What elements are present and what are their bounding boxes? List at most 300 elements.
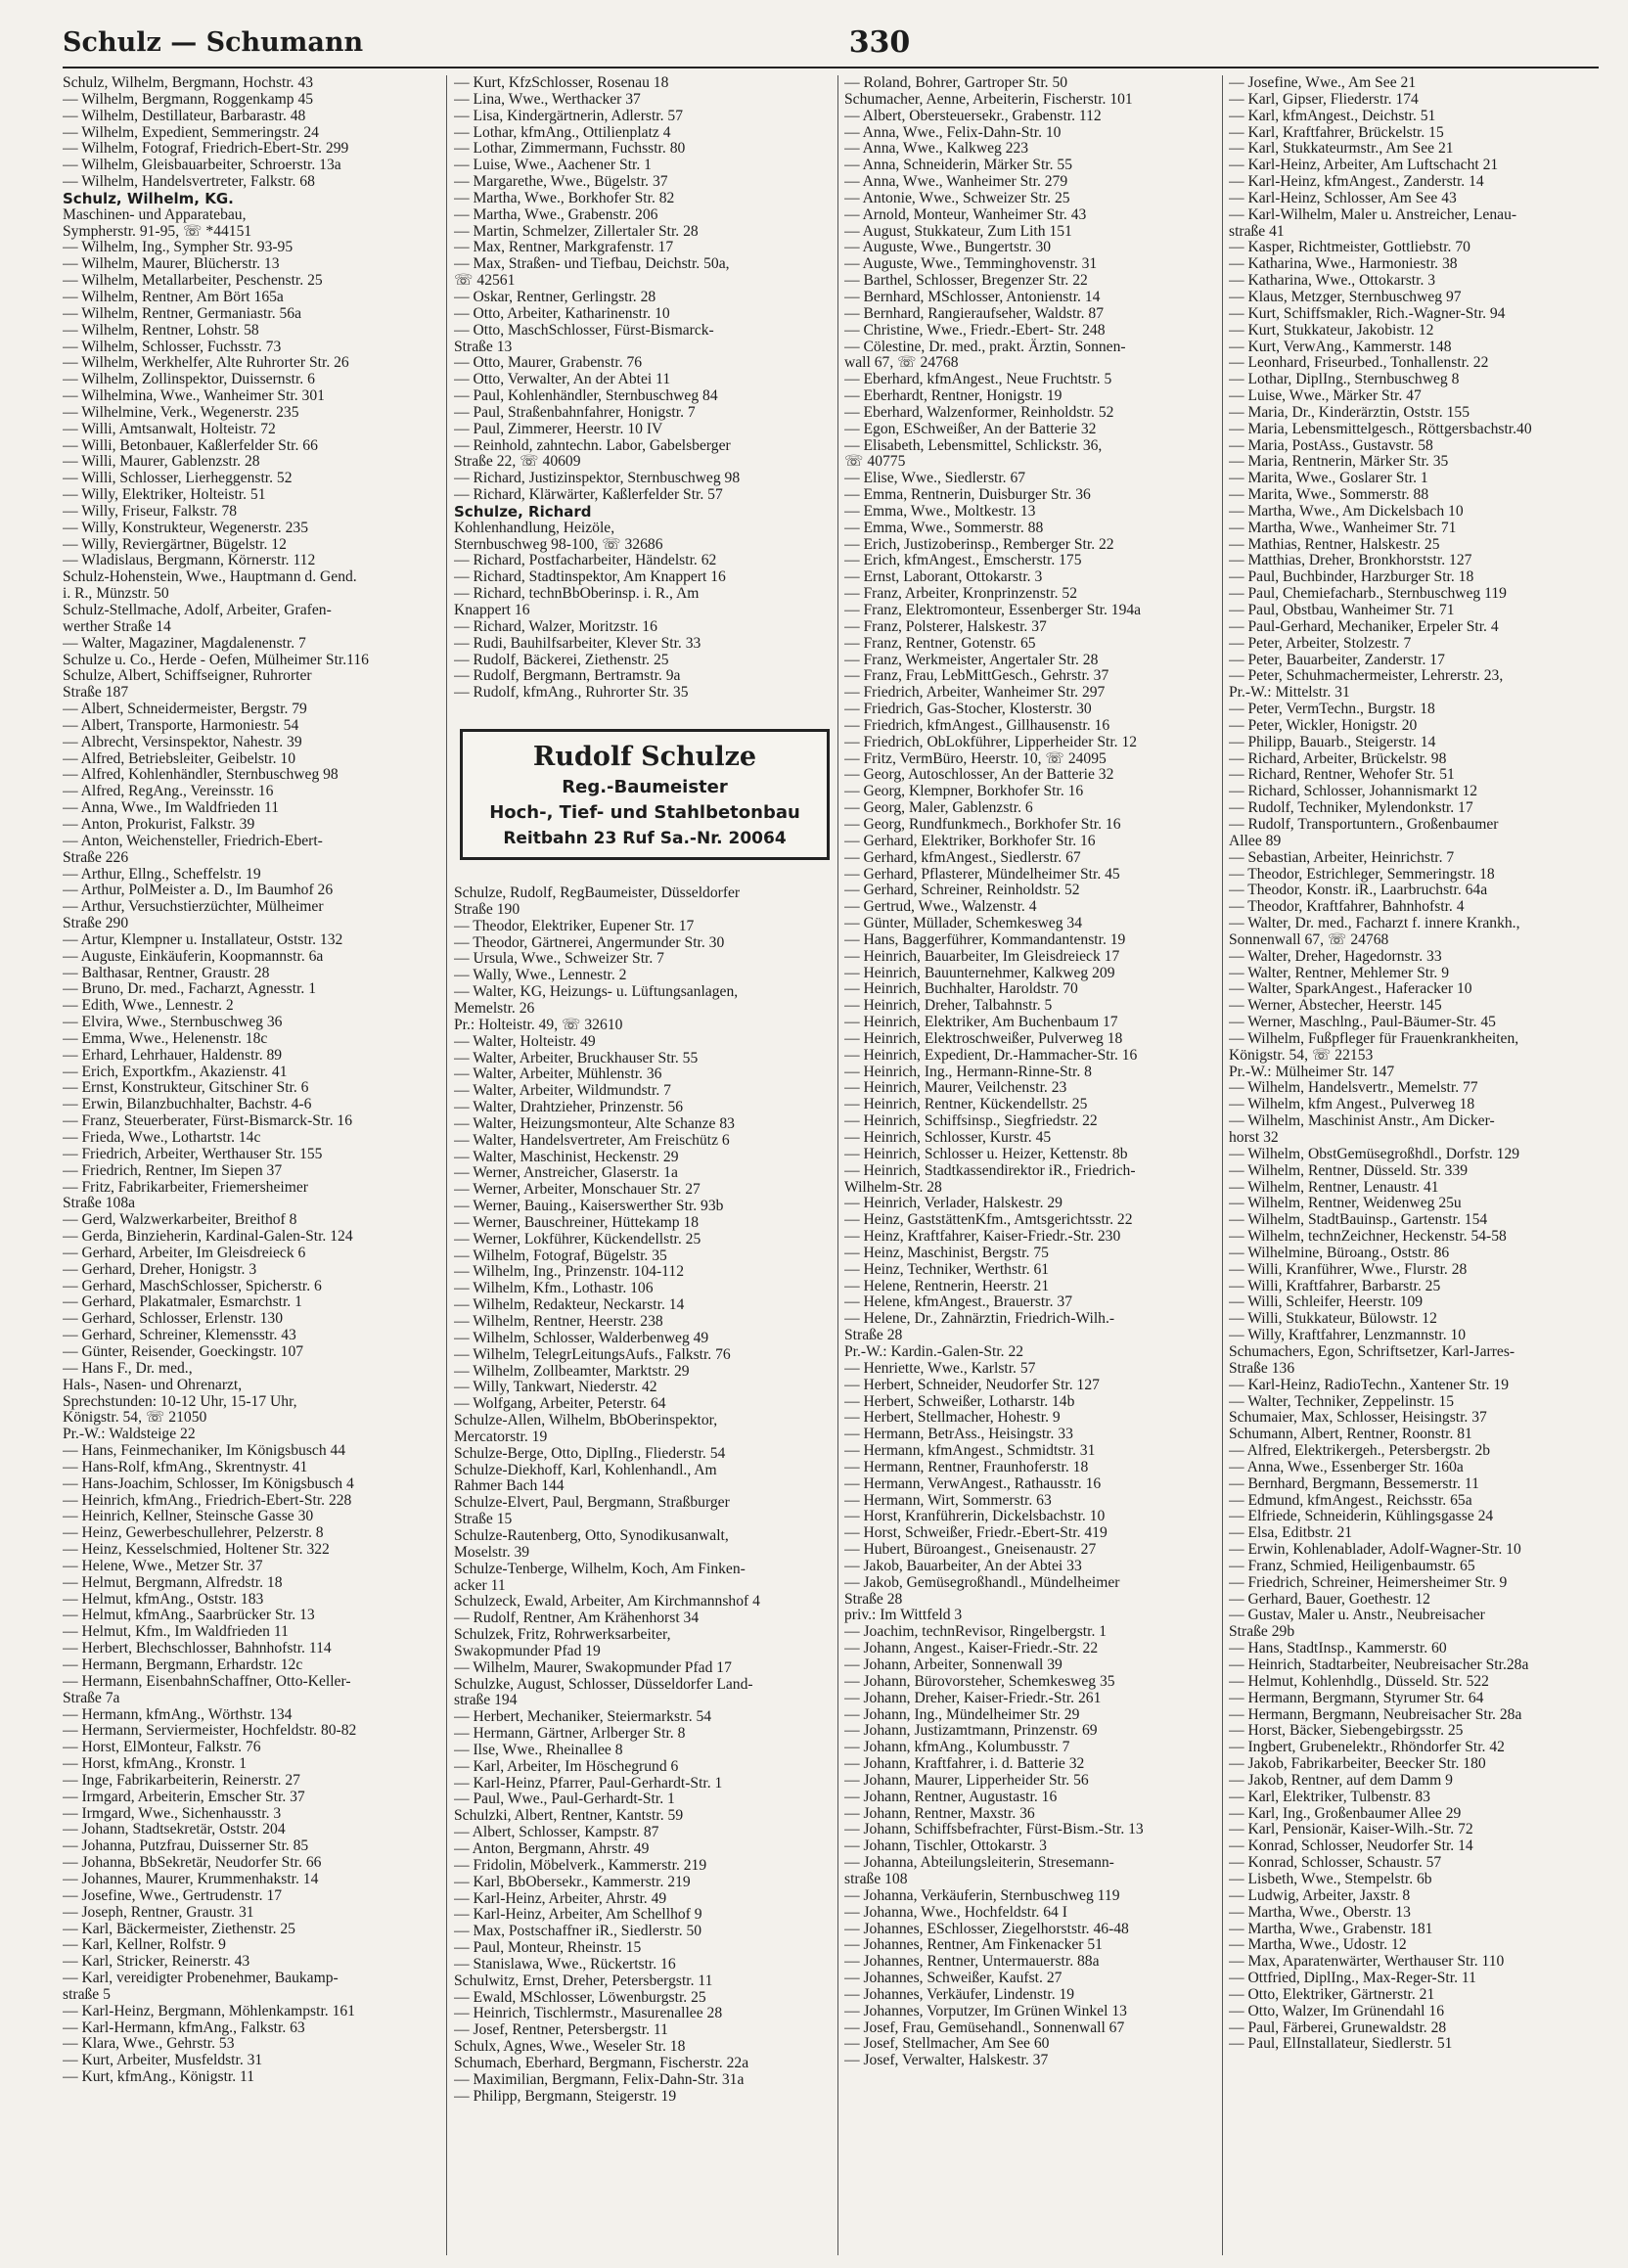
directory-entry: — Arthur, PolMeister a. D., Im Baumhof 26 <box>63 882 334 899</box>
directory-entry: — Kurt, kfmAng., Königstr. 11 <box>63 2068 255 2086</box>
directory-entry: — Johann, Maurer, Lipperheider Str. 56 <box>844 1771 1089 1789</box>
directory-entry: — Paul, Buchbinder, Harzburger Str. 18 <box>1229 568 1474 586</box>
directory-entry: — Wilhelm, Handelsvertreter, Falkstr. 68 <box>63 173 315 191</box>
directory-entry: — Eberhardt, Rentner, Honigstr. 19 <box>844 387 1063 405</box>
directory-entry: Memelstr. 26 <box>454 999 535 1017</box>
directory-entry: — Walter, Arbeiter, Mühlenstr. 36 <box>454 1066 662 1083</box>
directory-entry: straße 194 <box>454 1692 518 1709</box>
directory-entry: Königstr. 54, ☏ 21050 <box>63 1409 207 1427</box>
directory-entry: — Richard, Klärwärter, Kaßlerfelder Str. 57 <box>454 486 723 504</box>
directory-entry: — Kurt, KfzSchlosser, Rosenau 18 <box>454 75 669 91</box>
directory-entry: — Wilhelmina, Wwe., Wanheimer Str. 301 <box>63 387 325 405</box>
directory-entry: — Auguste, Wwe., Temminghovenstr. 31 <box>844 255 1098 273</box>
directory-entry: — Rudi, Bauhilfsarbeiter, Klever Str. 33 <box>454 634 701 652</box>
directory-entry: — Ernst, Konstrukteur, Gitschiner Str. 6 <box>63 1079 309 1097</box>
directory-entry: — Heinz, Kesselschmied, Holtener Str. 322 <box>63 1541 330 1559</box>
directory-entry: Straße 136 <box>1229 1359 1295 1377</box>
directory-column-4 <box>1229 75 1605 2053</box>
directory-entry: — Horst, Schweißer, Friedr.-Ebert-Str. 419 <box>844 1524 1108 1542</box>
directory-entry: — Karl, Bäckermeister, Ziethenstr. 25 <box>63 1920 295 1937</box>
directory-entry: — Johann, Angest., Kaiser-Friedr.-Str. 22 <box>844 1640 1099 1657</box>
directory-entry: Wilhelm-Str. 28 <box>844 1178 942 1196</box>
directory-entry: — Walter, Dr. med., Facharzt f. innere Krankh., <box>1229 915 1520 932</box>
directory-entry: — Willy, Konstrukteur, Wegenerstr. 235 <box>63 519 308 536</box>
directory-entry: Schulzki, Albert, Rentner, Kantstr. 59 <box>454 1807 684 1825</box>
directory-entry: — Johann, Arbeiter, Sonnenwall 39 <box>844 1656 1063 1673</box>
directory-entry: Mercatorstr. 19 <box>454 1428 548 1445</box>
directory-entry: — Wilhelm, Rentner, Lohstr. 58 <box>63 321 259 339</box>
directory-entry: Schulz-Stellmache, Adolf, Arbeiter, Grafen- <box>63 602 332 618</box>
directory-entry: — Willy, Elektriker, Holteistr. 51 <box>63 486 266 504</box>
directory-entry: — Wilhelm, Rentner, Lenaustr. 41 <box>1229 1178 1439 1196</box>
directory-entry: — Antonie, Wwe., Schweizer Str. 25 <box>844 189 1070 206</box>
directory-entry: — Karl-Heinz, RadioTechn., Xantener Str. 19 <box>1229 1376 1510 1393</box>
directory-entry: ☏ 42561 <box>454 272 516 290</box>
directory-entry: — Walter, Dreher, Hagedornstr. 33 <box>1229 947 1442 965</box>
directory-entry: — Walter, KG, Heizungs- u. Lüftungsanlagen, <box>454 983 739 1001</box>
directory-entry: — Kurt, VerwAng., Kammerstr. 148 <box>1229 338 1452 355</box>
directory-entry: Schumachers, Egon, Schriftsetzer, Karl-Jarres- <box>1229 1342 1515 1360</box>
directory-entry: Straße 7a <box>63 1689 120 1706</box>
directory-entry: — Wilhelm, Ing., Prinzenstr. 104-112 <box>454 1263 684 1281</box>
directory-entry: — Bernhard, Bergmann, Bessemerstr. 11 <box>1229 1474 1479 1492</box>
directory-entry: — Wilhelmine, Büroang., Oststr. 86 <box>1229 1244 1450 1261</box>
directory-entry: — Wilhelm, Schlosser, Fuchsstr. 73 <box>63 338 282 355</box>
directory-entry: — Richard, Stadtinspektor, Am Knappert 16 <box>454 568 726 586</box>
directory-entry: — Elsa, Editbstr. 21 <box>1229 1524 1353 1542</box>
directory-entry: — Georg, Klempner, Borkhofer Str. 16 <box>844 783 1084 800</box>
directory-entry: — Franz, Polsterer, Halskestr. 37 <box>844 617 1047 635</box>
directory-entry: — Henriette, Wwe., Karlstr. 57 <box>844 1359 1036 1377</box>
directory-entry: — Erich, Exportkfm., Akazienstr. 41 <box>63 1063 288 1080</box>
directory-entry: — Maria, Rentnerin, Märker Str. 35 <box>1229 453 1449 471</box>
directory-entry: Straße 190 <box>454 900 520 918</box>
directory-entry: — Gerhard, Elektriker, Borkhofer Str. 16 <box>844 832 1096 849</box>
directory-entry: — Willy, Kraftfahrer, Lenzmannstr. 10 <box>1229 1327 1467 1344</box>
directory-entry: — Hermann, Rentner, Fraunhoferstr. 18 <box>844 1458 1089 1475</box>
directory-entry: — Wilhelm, Rentner, Am Bört 165a <box>63 288 284 305</box>
directory-entry: — Richard, Arbeiter, Brückelstr. 98 <box>1229 749 1447 767</box>
directory-entry: — Johannes, ESchlosser, Ziegelhorststr. 46-48 <box>844 1920 1129 1937</box>
directory-entry: — Lothar, kfmAng., Ottilienplatz 4 <box>454 123 671 141</box>
directory-entry: — Karl-Heinz, Pfarrer, Paul-Gerhardt-Str. 1 <box>454 1774 723 1792</box>
directory-entry: — Jakob, Bauarbeiter, An der Abtei 33 <box>844 1557 1082 1574</box>
directory-entry: — Walter, Maschinist, Heckenstr. 29 <box>454 1148 679 1165</box>
directory-entry: — Martha, Wwe., Grabenstr. 206 <box>454 205 658 223</box>
directory-entry: — Klaus, Metzger, Sternbuschweg 97 <box>1229 288 1462 305</box>
directory-entry: Rahmer Bach 144 <box>454 1477 565 1495</box>
directory-entry: — Willi, Kranführer, Wwe., Flurstr. 28 <box>1229 1260 1468 1278</box>
directory-entry: — Wilhelm, Bergmann, Roggenkamp 45 <box>63 90 314 108</box>
directory-entry: — Werner, Bauschreiner, Hüttekamp 18 <box>454 1213 700 1231</box>
directory-column-2 <box>454 75 837 2106</box>
directory-entry: — Paul, Chemiefacharb., Sternbuschweg 119 <box>1229 585 1507 603</box>
directory-entry: — Matthias, Dreher, Bronkhorststr. 127 <box>1229 552 1472 569</box>
directory-entry: — Erich, Justizoberinsp., Remberger Str. 22 <box>844 535 1114 553</box>
directory-entry: — Josefine, Wwe., Gertrudenstr. 17 <box>63 1886 283 1904</box>
directory-entry: — Ingbert, Grubenelektr., Rhöndorfer Str. 42 <box>1229 1739 1505 1756</box>
directory-entry: — Paul, Monteur, Rheinstr. 15 <box>454 1939 642 1957</box>
directory-entry: — Cölestine, Dr. med., prakt. Ärztin, Sonnen- <box>844 338 1126 355</box>
directory-entry: — Karl-Heinz, Arbeiter, Ahrstr. 49 <box>454 1889 667 1907</box>
directory-entry: — Christine, Wwe., Friedr.-Ebert- Str. 248 <box>844 321 1106 339</box>
directory-entry: — Friedrich, Rentner, Im Siepen 37 <box>63 1161 283 1179</box>
directory-entry: — Franz, Schmied, Heiligenbaumstr. 65 <box>1229 1557 1475 1574</box>
directory-entry: — Karl, BbObersekr., Kammerstr. 219 <box>454 1873 691 1890</box>
directory-entry: — Theodor, Elektriker, Eupener Str. 17 <box>454 917 695 934</box>
directory-entry: — Gerhard, Schreiner, Klemensstr. 43 <box>63 1327 296 1344</box>
directory-entry: — Heinrich, Dreher, Talbahnstr. 5 <box>844 997 1053 1015</box>
directory-entry: — Artur, Klempner u. Installateur, Oststr. 132 <box>63 930 343 948</box>
directory-entry: — Günter, Reisender, Goeckingstr. 107 <box>63 1342 304 1360</box>
directory-entry: — Heinz, Kraftfahrer, Kaiser-Friedr.-Str. 230 <box>844 1228 1121 1246</box>
directory-entry: — Karl-Heinz, Bergmann, Möhlenkampstr. 161 <box>63 2002 355 2019</box>
directory-entry: — Karl, Gipser, Fliederstr. 174 <box>1229 90 1419 108</box>
directory-entry: — Ewald, MSchlosser, Löwenburgstr. 25 <box>454 1988 706 2006</box>
directory-entry: — Werner, Anstreicher, Glaserstr. 1a <box>454 1164 678 1182</box>
directory-entry: — Franz, Elektromonteur, Essenberger Str. 194a <box>844 602 1142 618</box>
directory-entry: — Anna, Schneiderin, Märker Str. 55 <box>844 157 1072 174</box>
directory-entry: — Franz, Werkmeister, Angertaler Str. 28 <box>844 651 1099 668</box>
directory-entry: priv.: Im Wittfeld 3 <box>844 1607 963 1624</box>
directory-entry: — Heinrich, Schlosser u. Heizer, Kettenstr. 8b <box>844 1145 1128 1162</box>
directory-entry: — August, Stukkateur, Zum Lith 151 <box>844 222 1072 240</box>
directory-entry: — Rudolf, Techniker, Mylendonkstr. 17 <box>1229 799 1473 817</box>
directory-entry: — Walter, Drahtzieher, Prinzenstr. 56 <box>454 1099 684 1116</box>
directory-entry: — Max, Rentner, Markgrafenstr. 17 <box>454 239 674 256</box>
directory-entry: — Rudolf, Rentner, Am Krähenhorst 34 <box>454 1610 700 1627</box>
directory-entry: — Werner, Arbeiter, Monschauer Str. 27 <box>454 1181 701 1199</box>
directory-entry: Straße 108a <box>63 1195 136 1212</box>
directory-entry: Pr.-W.: Waldsteige 22 <box>63 1426 196 1443</box>
directory-entry: — Hermann, Bergmann, Erhardstr. 12c <box>63 1656 303 1673</box>
directory-entry: — Johann, Dreher, Kaiser-Friedr.-Str. 261 <box>844 1689 1102 1706</box>
directory-entry: — Walter, Rentner, Mehlemer Str. 9 <box>1229 964 1449 981</box>
directory-entry: — Auguste, Einkäuferin, Koopmannstr. 6a <box>63 947 324 965</box>
directory-entry: — Gerhard, kfmAngest., Siedlerstr. 67 <box>844 848 1081 866</box>
directory-entry: — Helmut, Kfm., Im Waldfrieden 11 <box>63 1623 289 1641</box>
directory-entry: — Wilhelm, Rentner, Heerstr. 238 <box>454 1313 663 1330</box>
directory-entry: Schulx, Agnes, Wwe., Weseler Str. 18 <box>454 2038 686 2056</box>
directory-entry: — Kurt, Stukkateur, Jakobistr. 12 <box>1229 321 1434 339</box>
directory-entry: — Maximilian, Bergmann, Felix-Dahn-Str. 31a <box>454 2070 745 2088</box>
directory-entry: Swakopmunder Pfad 19 <box>454 1642 601 1659</box>
directory-entry: — Helene, kfmAngest., Brauerstr. 37 <box>844 1293 1072 1311</box>
directory-entry: Schulzek, Fritz, Rohrwerksarbeiter, <box>454 1626 671 1644</box>
directory-entry: — Lothar, DiplIng., Sternbuschweg 8 <box>1229 371 1460 388</box>
directory-entry: — Karl-Wilhelm, Maler u. Anstreicher, Lenau- <box>1229 205 1517 223</box>
directory-entry: — Katharina, Wwe., Ottokarstr. 3 <box>1229 272 1436 290</box>
directory-entry: — Wilhelm, Rentner, Weidenweg 25u <box>1229 1195 1462 1212</box>
directory-entry: — Willi, Schlosser, Lierheggenstr. 52 <box>63 470 293 487</box>
directory-entry: — Johanna, Wwe., Hochfeldstr. 64 I <box>844 1903 1067 1921</box>
directory-entry: Pr.-W.: Mülheimer Str. 147 <box>1229 1063 1395 1080</box>
directory-entry: — Oskar, Rentner, Gerlingstr. 28 <box>454 288 656 305</box>
directory-entry: — Marita, Wwe., Goslarer Str. 1 <box>1229 470 1428 487</box>
directory-entry: — Max, Aparatenwärter, Werthauser Str. 110 <box>1229 1953 1505 1971</box>
directory-entry: Schulzke, August, Schlosser, Düsseldorfer Land- <box>454 1675 753 1693</box>
directory-entry: — Maria, PostAss., Gustavstr. 58 <box>1229 436 1433 454</box>
directory-entry: — Paul-Gerhard, Mechaniker, Erpeler Str. 4 <box>1229 617 1499 635</box>
directory-entry: — Rudolf, Transportuntern., Großenbaumer <box>1229 815 1499 833</box>
directory-column-3 <box>844 75 1228 2069</box>
directory-entry: — Gerd, Walzwerkarbeiter, Breithof 8 <box>63 1211 297 1229</box>
directory-entry: — Herbert, Schweißer, Lotharstr. 14b <box>844 1392 1075 1410</box>
directory-entry: — Wilhelm, ObstGemüsegroßhdl., Dorfstr. 129 <box>1229 1145 1520 1162</box>
directory-entry: — Josef, Verwalter, Halskestr. 37 <box>844 2052 1049 2069</box>
directory-entry: Schulze-Diekhoff, Karl, Kohlenhandl., Am <box>454 1461 717 1478</box>
directory-entry: — Paul, Wwe., Paul-Gerhardt-Str. 1 <box>454 1791 675 1808</box>
directory-entry: — Stanislawa, Wwe., Rückertstr. 16 <box>454 1955 676 1973</box>
directory-entry: — Johann, Rentner, Maxstr. 36 <box>844 1804 1035 1822</box>
directory-entry: — Walter, SparkAngest., Haferacker 10 <box>1229 980 1472 998</box>
directory-entry: — Karl, vereidigter Probenehmer, Baukamp- <box>63 1970 339 1987</box>
directory-entry: — Paul, Obstbau, Wanheimer Str. 71 <box>1229 602 1455 618</box>
directory-entry: — Franz, Rentner, Gotenstr. 65 <box>844 634 1036 652</box>
directory-entry: — Karl, Stukkateurmstr., Am See 21 <box>1229 140 1454 158</box>
directory-entry: — Paul, ElInstallateur, Siedlerstr. 51 <box>1229 2035 1453 2053</box>
directory-entry: — Johann, Rentner, Augustastr. 16 <box>844 1788 1058 1805</box>
directory-entry: straße 5 <box>63 1985 111 2003</box>
directory-entry: Sternbuschweg 98-100, ☏ 32686 <box>454 535 663 553</box>
directory-entry: Schulwitz, Ernst, Dreher, Petersbergstr. 11 <box>454 1972 713 1989</box>
directory-entry: — Johannes, Vorputzer, Im Grünen Winkel 13 <box>844 2002 1127 2019</box>
directory-entry: — Karl-Heinz, Schlosser, Am See 43 <box>1229 189 1457 206</box>
directory-entry: — Georg, Maler, Gablenzstr. 6 <box>844 799 1033 817</box>
directory-entry: Schulze-Berge, Otto, DiplIng., Fliederstr. 54 <box>454 1444 726 1462</box>
directory-entry: — Inge, Fabrikarbeiterin, Reinerstr. 27 <box>63 1771 300 1789</box>
directory-entry: — Wally, Wwe., Lennestr. 2 <box>454 967 627 984</box>
directory-entry: Schumaier, Max, Schlosser, Heisingstr. 37 <box>1229 1409 1487 1427</box>
directory-entry: — Bruno, Dr. med., Facharzt, Agnesstr. 1 <box>63 980 316 998</box>
directory-entry: — Franz, Arbeiter, Kronprinzenstr. 52 <box>844 585 1077 603</box>
directory-entry: — Willi, Betonbauer, Kaßlerfelder Str. 66 <box>63 436 318 454</box>
directory-entry: — Karl-Heinz, kfmAngest., Zanderstr. 14 <box>1229 173 1484 191</box>
directory-entry: — Gustav, Maler u. Anstr., Neubreisacher <box>1229 1607 1485 1624</box>
directory-entry: Schumacher, Aenne, Arbeiterin, Fischerstr. 101 <box>844 90 1133 108</box>
directory-entry: — Horst, ElMonteur, Falkstr. 76 <box>63 1739 261 1756</box>
directory-entry: — Gerhard, Bauer, Goethestr. 12 <box>1229 1590 1430 1608</box>
directory-entry: — Werner, Abstecher, Heerstr. 145 <box>1229 997 1442 1015</box>
directory-entry: — Wilhelm, Rentner, Germaniastr. 56a <box>63 304 302 322</box>
directory-entry: — Wilhelm, Fotograf, Bügelstr. 35 <box>454 1247 667 1264</box>
directory-entry: — Heinrich, Bauarbeiter, Im Gleisdreieck 17 <box>844 947 1120 965</box>
directory-entry: — Heinrich, Elektriker, Am Buchenbaum 17 <box>844 1014 1118 1031</box>
directory-entry: Schulz, Wilhelm, Bergmann, Hochstr. 43 <box>63 75 314 91</box>
directory-entry: — Kurt, Arbeiter, Musfeldstr. 31 <box>63 2052 263 2069</box>
directory-entry: — Heinrich, Schlosser, Kurstr. 45 <box>844 1129 1052 1146</box>
directory-entry: — Heinrich, Tischlermstr., Masurenallee 28 <box>454 2005 723 2022</box>
directory-entry: — Horst, Kranführerin, Dickelsbachstr. 10 <box>844 1508 1106 1525</box>
directory-entry: — Martha, Wwe., Grabenstr. 181 <box>1229 1920 1433 1937</box>
directory-entry: — Johann, Justizamtmann, Prinzenstr. 69 <box>844 1722 1098 1740</box>
directory-entry: — Walter, Heizungsmonteur, Alte Schanze 83 <box>454 1114 735 1132</box>
directory-entry: — Martha, Wwe., Oberstr. 13 <box>1229 1903 1411 1921</box>
directory-entry: — Wilhelm, Werkhelfer, Alte Ruhrorter Str. 26 <box>63 354 349 372</box>
directory-entry: — Anton, Bergmann, Ahrstr. 49 <box>454 1840 650 1857</box>
directory-entry: — Luise, Wwe., Märker Str. 47 <box>1229 387 1422 405</box>
directory-entry: — Heinrich, Stadtkassendirektor iR., Friedrich- <box>844 1161 1136 1179</box>
directory-entry: — Horst, kfmAng., Kronstr. 1 <box>63 1755 247 1773</box>
directory-entry: — Frieda, Wwe., Lothartstr. 14c <box>63 1129 261 1146</box>
directory-entry: Schumach, Eberhard, Bergmann, Fischerstr. 22a <box>454 2054 749 2071</box>
directory-entry: — Johanna, BbSekretär, Neudorfer Str. 66 <box>63 1854 322 1872</box>
directory-entry: Allee 89 <box>1229 832 1282 849</box>
directory-entry: — Karl, Arbeiter, Im Höschegrund 6 <box>454 1757 679 1775</box>
directory-entry: — Hans F., Dr. med., <box>63 1359 193 1377</box>
directory-entry: Straße 22, ☏ 40609 <box>454 453 581 471</box>
directory-entry: — Albert, Schneidermeister, Bergstr. 79 <box>63 701 307 718</box>
directory-entry: — Willy, Reviergärtner, Bügelstr. 12 <box>63 535 287 553</box>
directory-entry: — Wilhelm, technZeichner, Heckenstr. 54-58 <box>1229 1228 1507 1246</box>
directory-entry: — Erhard, Lehrhauer, Haldenstr. 89 <box>63 1046 283 1064</box>
directory-entry: — Georg, Rundfunkmech., Borkhofer Str. 16 <box>844 815 1121 833</box>
directory-entry: — Bernhard, MSchlosser, Antonienstr. 14 <box>844 288 1101 305</box>
directory-entry: Straße 13 <box>454 338 513 355</box>
directory-entry: — Marita, Wwe., Sommerstr. 88 <box>1229 486 1429 504</box>
directory-entry: — Otto, MaschSchlosser, Fürst-Bismarck- <box>454 321 714 339</box>
column-divider <box>446 75 447 2255</box>
directory-entry: — Alfred, RegAng., Vereinsstr. 16 <box>63 783 274 800</box>
directory-entry: — Mathias, Rentner, Halskestr. 25 <box>1229 535 1440 553</box>
directory-entry: — Konrad, Schlosser, Schaustr. 57 <box>1229 1854 1442 1872</box>
directory-entry: — Gerhard, Plakatmaler, Esmarchstr. 1 <box>63 1293 302 1311</box>
directory-entry: — Johanna, Verkäuferin, Sternbuschweg 119 <box>844 1886 1120 1904</box>
directory-entry: — Katharina, Wwe., Harmoniestr. 38 <box>1229 255 1458 273</box>
directory-entry: — Alfred, Elektrikergeh., Petersbergstr. 2b <box>1229 1442 1491 1460</box>
directory-entry: — Emma, Wwe., Helenenstr. 18c <box>63 1029 268 1047</box>
directory-entry: — Richard, technBbOberinsp. i. R., Am <box>454 585 700 603</box>
directory-entry: Hals-, Nasen- und Ohrenarzt, <box>63 1376 243 1393</box>
directory-entry: — Josefine, Wwe., Am See 21 <box>1229 75 1417 91</box>
directory-entry: — Anna, Wwe., Felix-Dahn-Str. 10 <box>844 123 1062 141</box>
directory-entry: — Arthur, Versuchstierzüchter, Mülheimer <box>63 898 324 916</box>
directory-entry: — Heinrich, Maurer, Veilchenstr. 23 <box>844 1079 1067 1097</box>
directory-entry: — Wilhelm, Fotograf, Friedrich-Ebert-Str. 299 <box>63 140 349 158</box>
directory-entry: werther Straße 14 <box>63 617 171 635</box>
directory-entry: — Richard, Rentner, Wehofer Str. 51 <box>1229 766 1455 784</box>
directory-entry: — Margarethe, Wwe., Bügelstr. 37 <box>454 173 668 191</box>
directory-entry: — Theodor, Gärtnerei, Angermunder Str. 30 <box>454 933 725 951</box>
directory-entry: — Hermann, Serviermeister, Hochfeldstr. 80-82 <box>63 1722 357 1740</box>
directory-entry: — Wilhelm, Schlosser, Walderbenweg 49 <box>454 1329 709 1346</box>
directory-entry: — Max, Postschaffner iR., Siedlerstr. 50 <box>454 1923 702 1940</box>
directory-entry: — Walter, Techniker, Zeppelinstr. 15 <box>1229 1392 1455 1410</box>
directory-entry: Königstr. 54, ☏ 22153 <box>1229 1046 1374 1064</box>
directory-entry: — Martha, Wwe., Borkhofer Str. 82 <box>454 189 675 206</box>
directory-entry: — Wilhelm, Maschinist Anstr., Am Dicker- <box>1229 1112 1495 1130</box>
directory-entry: — Johann, Stadtsekretär, Oststr. 204 <box>63 1821 286 1838</box>
directory-entry: — Anna, Wwe., Im Waldfrieden 11 <box>63 799 280 817</box>
directory-entry: — Willi, Kraftfahrer, Barbarstr. 25 <box>1229 1277 1441 1294</box>
directory-entry: — Heinrich, Rentner, Kückendellstr. 25 <box>844 1096 1088 1113</box>
directory-entry: — Albert, Schlosser, Kampstr. 87 <box>454 1824 659 1841</box>
directory-entry: — Johannes, Rentner, Am Finkenacker 51 <box>844 1936 1103 1954</box>
directory-entry: Pr.-W.: Kardin.-Galen-Str. 22 <box>844 1342 1024 1360</box>
directory-entry: — Reinhold, zahntechn. Labor, Gabelsberger <box>454 436 731 454</box>
directory-entry: — Fritz, Fabrikarbeiter, Friemersheimer <box>63 1178 308 1196</box>
directory-entry: — Wilhelm, Expedient, Semmeringstr. 24 <box>63 123 319 141</box>
directory-entry: — Erich, kfmAngest., Emscherstr. 175 <box>844 552 1082 569</box>
directory-entry: — Hermann, BetrAss., Heisingstr. 33 <box>844 1426 1073 1443</box>
directory-entry: — Heinrich, Expedient, Dr.-Hammacher-Str. 16 <box>844 1046 1138 1064</box>
directory-entry: — Walter, Handelsvertreter, Am Freischütz 6 <box>454 1131 730 1149</box>
directory-entry: — Richard, Schlosser, Johannismarkt 12 <box>1229 783 1478 800</box>
directory-entry: — Willy, Tankwart, Niederstr. 42 <box>454 1379 657 1396</box>
directory-entry: — Philipp, Bauarb., Steigerstr. 14 <box>1229 733 1436 750</box>
directory-entry: — Otto, Maurer, Grabenstr. 76 <box>454 354 643 372</box>
directory-entry: Schulze, Richard <box>454 502 592 521</box>
header-rule <box>63 67 1599 68</box>
directory-entry: — Johannes, Schweißer, Kaufst. 27 <box>844 1970 1063 1987</box>
directory-entry: — Hermann, Gärtner, Arlberger Str. 8 <box>454 1725 686 1743</box>
directory-entry: — Emma, Wwe., Moltkestr. 13 <box>844 502 1036 520</box>
directory-entry: — Wilhelm, kfm Angest., Pulverweg 18 <box>1229 1096 1475 1113</box>
directory-entry: — Eberhard, Walzenformer, Reinholdstr. 52 <box>844 403 1114 421</box>
directory-entry: — Edith, Wwe., Lennestr. 2 <box>63 997 234 1015</box>
directory-entry: — Willi, Schleifer, Heerstr. 109 <box>1229 1293 1424 1311</box>
directory-entry: — Helmut, kfmAng., Saarbrücker Str. 13 <box>63 1607 315 1624</box>
directory-entry: — Maria, Lebensmittelgesch., Röttgersbachstr.40 <box>1229 420 1532 437</box>
directory-entry: — Hermann, kfmAngest., Schmidtstr. 31 <box>844 1442 1096 1460</box>
directory-entry: — Helene, Rentnerin, Heerstr. 21 <box>844 1277 1050 1294</box>
directory-entry: — Werner, Bauing., Kaiserswerther Str. 93b <box>454 1198 724 1215</box>
directory-entry: Sympherstr. 91-95, ☏ *44151 <box>63 222 252 240</box>
directory-entry: wall 67, ☏ 24768 <box>844 354 959 372</box>
directory-entry: — Wilhelm, Rentner, Düsseld. Str. 339 <box>1229 1161 1469 1179</box>
directory-entry: — Peter, Arbeiter, Stolzestr. 7 <box>1229 634 1412 652</box>
directory-entry: — Karl, Pensionär, Kaiser-Wilh.-Str. 72 <box>1229 1821 1473 1838</box>
directory-entry: — Heinz, Gewerbeschullehrer, Pelzerstr. 8 <box>63 1524 324 1542</box>
directory-entry: — Otto, Elektriker, Gärtnerstr. 21 <box>1229 1985 1435 2003</box>
directory-entry: — Friedrich, Arbeiter, Werthauser Str. 155 <box>63 1145 323 1162</box>
directory-entry: — Georg, Autoschlosser, An der Batterie 32 <box>844 766 1114 784</box>
directory-entry: — Theodor, Kraftfahrer, Bahnhofstr. 4 <box>1229 898 1465 916</box>
directory-entry: — Auguste, Wwe., Bungertstr. 30 <box>844 239 1052 256</box>
directory-entry: — Herbert, Mechaniker, Steiermarkstr. 54 <box>454 1708 712 1726</box>
directory-entry: — Erwin, Bilanzbuchhalter, Bachstr. 4-6 <box>63 1096 312 1113</box>
directory-entry: — Wilhelm, Metallarbeiter, Peschenstr. 25 <box>63 272 323 290</box>
directory-entry: Schulz-Hohenstein, Wwe., Hauptmann d. Gend. <box>63 568 357 586</box>
directory-entry: — Heinrich, Buchhalter, Haroldstr. 70 <box>844 980 1078 998</box>
ad-business: Hoch-, Tief- und Stahlbetonbau <box>489 802 800 824</box>
directory-entry: — Herbert, Schneider, Neudorfer Str. 127 <box>844 1376 1100 1393</box>
directory-entry: — Otto, Arbeiter, Katharinenstr. 10 <box>454 304 670 322</box>
directory-entry: — Hermann, Wirt, Sommerstr. 63 <box>844 1491 1052 1509</box>
directory-entry: — Helmut, Bergmann, Alfredstr. 18 <box>63 1573 283 1591</box>
directory-entry: Schumann, Albert, Rentner, Roonstr. 81 <box>1229 1426 1472 1443</box>
directory-entry: — Balthasar, Rentner, Graustr. 28 <box>63 964 270 981</box>
directory-entry: — Elfriede, Schneiderin, Kühlingsgasse 24 <box>1229 1508 1494 1525</box>
directory-entry: — Kurt, Schiffsmakler, Rich.-Wagner-Str. 94 <box>1229 304 1506 322</box>
directory-entry: — Heinrich, Ing., Hermann-Rinne-Str. 8 <box>844 1063 1092 1080</box>
directory-entry: Straße 187 <box>63 684 129 702</box>
directory-entry: — Arthur, Ellng., Scheffelstr. 19 <box>63 865 261 883</box>
directory-entry: — Wladislaus, Bergmann, Körnerstr. 112 <box>63 552 316 569</box>
directory-entry: — Heinz, GaststättenKfm., Amtsgerichtsstr. 22 <box>844 1211 1133 1229</box>
directory-entry: Straße 28 <box>844 1327 903 1344</box>
directory-entry: — Martin, Schmelzer, Zillertaler Str. 28 <box>454 222 699 240</box>
directory-entry: — Lisa, Kindergärtnerin, Adlerstr. 57 <box>454 107 684 124</box>
directory-entry: — Wilhelm, Destillateur, Barbarastr. 48 <box>63 107 306 124</box>
directory-entry: — Anna, Wwe., Essenberger Str. 160a <box>1229 1458 1464 1475</box>
directory-entry: horst 32 <box>1229 1129 1279 1146</box>
directory-entry: — Wilhelmine, Verk., Wegenerstr. 235 <box>63 403 299 421</box>
directory-entry: straße 41 <box>1229 222 1285 240</box>
ad-title: Reg.-Baumeister <box>562 777 728 798</box>
advertisement-box <box>460 729 830 860</box>
directory-entry: — Walter, Holteistr. 49 <box>454 1032 596 1050</box>
